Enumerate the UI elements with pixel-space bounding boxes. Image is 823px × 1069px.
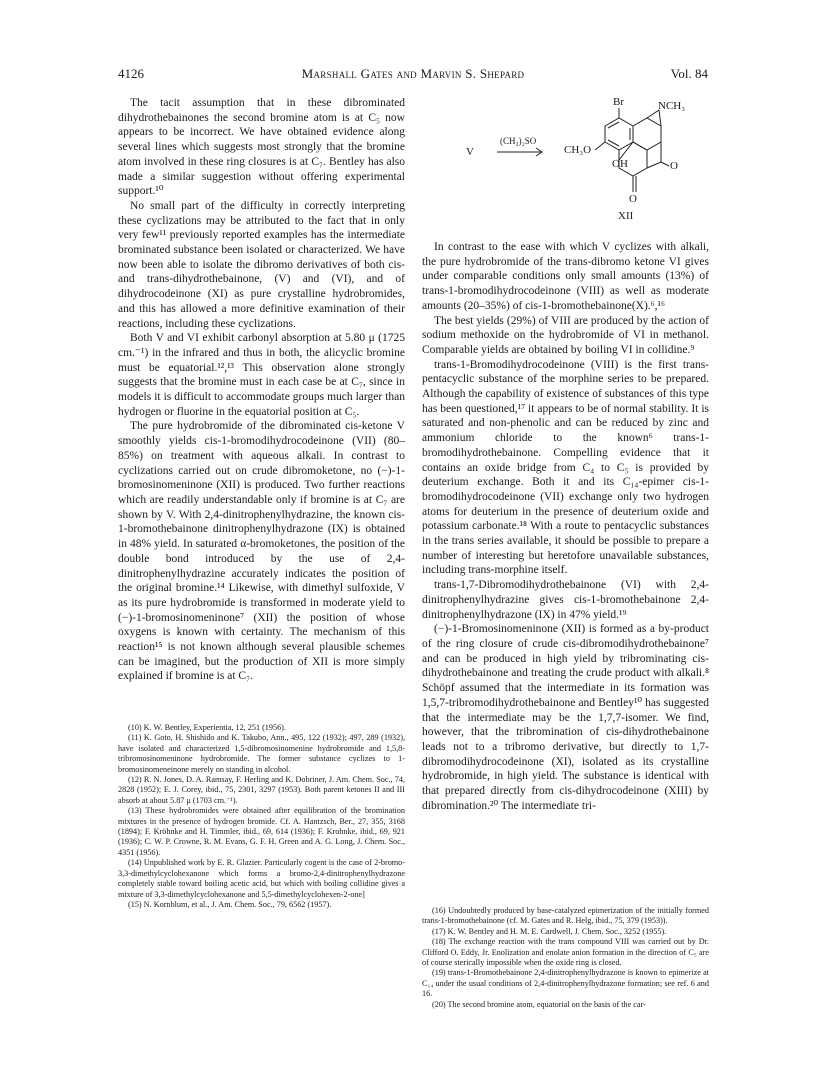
bond-to-ketone-o <box>661 162 669 166</box>
paragraph: No small part of the difficulty in correctly interpreting these cyclizations may be attributed to the fact that in only very few¹¹ previously reported examples has the intermediate brominated substance been isolated or characterized. We have now been able to isolate the dibromo derivatives of both cis- and trans-dihydrothebainone, (V) and (VI), and of dihydrocodeinone (XI) as pure crystalline hydrobromides, and this has allowed a more definitive examination of their reactions, including these cyclizations. <box>118 199 405 330</box>
volume-label: Vol. 84 <box>670 66 708 81</box>
paragraph: trans-1-Bromodihydrocodeinone (VIII) is the first trans-pentacyclic substance of the morphine series to be prepared. Although the capability of existence of substances of this type has been questioned,¹⁷ it appears to be of normal stability. It is saturated and non-phenolic and can be reduced by zinc and ammonium chloride to the known⁶ trans-1-bromodihydrothebainone. Compelling evidence that it contains an oxide bridge from C₄ to C₅ is provided by deuterium exchange. Both it and its C₁₄-epimer cis-1-bromodihydrocodeinone (VII) exchange only two hydrogen atoms for deuterium in the presence of deuterium oxide and potassium carbonate.¹⁸ With a route to pentacyclic substances in the trans series available, it should be possible to prepare a number of interesting but heretofore unavailable substances, including trans-morphine itself. <box>422 358 709 577</box>
footnote: (11) K. Goto, H. Shishido and K. Takubo, Ann., 495, 122 (1932); 497, 289 (1932), have isolated and characterized 1,5-dibromosinomenine hydrobromide and 1,5,8-tribromosinomeninone hydrobromide. The former substance cyclizes to 1-bromosinomeneinone merely on standing in alcohol. <box>118 733 405 774</box>
bottom-oxygen: O <box>629 193 637 205</box>
page-number: 4126 <box>118 66 144 81</box>
oh-group: OH <box>612 158 628 170</box>
paragraph: In contrast to the ease with which V cyclizes with alkali, the pure hydrobromide of the trans-dibromo ketone VI gives under comparable conditions only small amounts (13%) of trans-1-bromodihydrocodeinone (VIII) as well as moderate amounts (20–35%) of cis-1-bromothebainone(X).⁶,¹⁶ <box>422 241 709 312</box>
footnote: (20) The second bromine atom, equatorial on the basis of the car- <box>432 999 646 1009</box>
footnote: (13) These hydrobromides were obtained after equilibration of the bromination mixtures in the presence of hydrogen bromide. Cf. A. Hantzsch, Ber., 27, 355, 3168 (1894); F. Kröhnke and H. Timmler, ibid., 69, 614 (1936); F. Krohnke, ibid., 69, 921 (1936); C. W. P. Crowne, R. M. Evans, G. F. H. Green and A. G. Long, J. Chem. Soc., 4351 (1956). <box>118 806 405 857</box>
aromatic-ring-a <box>605 118 633 150</box>
ch3o-group: CH₃O <box>564 144 592 156</box>
footnote: (17) K. W. Bentley and H. M. E. Cardwell, J. Chem. Soc., 3252 (1955). <box>432 926 667 936</box>
running-header <box>118 66 708 82</box>
ketone-oxygen: O <box>670 160 678 172</box>
bond-to-och3 <box>595 142 605 150</box>
footnotes-left <box>118 723 405 910</box>
footnote: (16) Undoubtedly produced by base-catalyzed epimerization of the initially formed trans-1-bromothebainone (cf. M. Gates and R. Helg, ibid., 75, 379 (1953)). <box>422 906 709 926</box>
paragraph: (−)-1-Bromosinomeninone (XII) is formed as a by-product of the ring closure of crude cis-dibromodihydrothebainone⁷ and can be produced in high yield by tribrominating cis-dihydrothebainone and treating the crude product with alkali.⁸ Schöpf assumed that the intermediate in its formation was 1,5,7-tribromodihydrothebainone and Bentley¹⁰ has suggested that the intermediate may be the 1,7,7-isomer. We find, however, that the tribromination of cis-dihydrothebainone leads not to a tribromo derivative, but directly to 1,7-dibromodihydrocodeinone (XI), isolated as its crystalline hydrobromide, in high yield. The substance is identical with that prepared directly from cis-dihydrocodeinone (XIII) by dibromination.²⁰ The intermediate tri- <box>422 623 709 812</box>
structure-drawing <box>422 96 709 236</box>
reagent-label: (CH₃)₂SO <box>500 136 537 146</box>
footnote: (15) N. Kornblum, et al., J. Am. Chem. Soc., 79, 6562 (1957). <box>128 899 332 909</box>
left-column <box>118 96 405 684</box>
ring-b <box>633 118 661 150</box>
reaction-scheme <box>422 96 709 236</box>
footnote: (19) trans-1-Bromothebainone 2,4-dinitrophenylhydrazone is known to epimerize at C₁₄ under the usual conditions of 2,4-dinitrophenylhydrazone formation; see ref. 6 and 16. <box>422 968 709 999</box>
paragraph: The best yields (29%) of VIII are produced by the action of sodium methoxide on the hydrobromide of VI in methanol. Comparable yields are obtained by boiling VI in collidine.⁹ <box>422 314 709 356</box>
nch3-group: NCH₃ <box>658 100 686 112</box>
running-title: Marshall Gates and Marvin S. Shepard <box>301 66 525 81</box>
paragraph: The pure hydrobromide of the dibrominated cis-ketone V smoothly yields cis-1-bromodihydrocodeinone (VII) (80–85%) on treatment with aqueous alkali. In contrast to cyclizations carried out on crude dibromoketone, no (−)-1-bromosinomeninone (XII) is produced. Two further reactions which are readily understandable only if bromine is at C₇ are shown by V. With 2,4-dinitrophenylhydrazine, the known cis-1-bromothebainone dinitrophenylhydrazone (IX) is obtained in 48% yield. In saturated α-bromoketones, the position of the double bond introduced by the use of 2,4-dinitrophenylhydrazine accurately indicates the position of the original bromine.¹⁴ Likewise, with dimethyl sulfoxide, V as its pure hydrobromide is transformed in moderate yield to (−)-1-bromosinomeninone⁷ (XII) the position of whose oxygens is known with certainty. The mechanism of this reaction¹⁵ is not known although several plausible schemes can be imagined, but the production of XII is more simply explained if bromine is at C₇. <box>118 420 405 683</box>
br-atom: Br <box>613 96 624 108</box>
footnote: (10) K. W. Bentley, Experientia, 12, 251 (1956). <box>128 723 286 732</box>
paragraph: The tacit assumption that in these dibrominated dihydrothebainones the second bromine atom is at C₅ now appears to be incorrect. We have obtained evidence along several lines which suggests most strongly that the bromine atom involved in these ring closures is at C₇. Bentley has also made a similar suggestion without offering experimental support.¹⁰ <box>118 97 405 198</box>
footnote: (14) Unpublished work by E. R. Glazier. Particularly cogent is the case of 2-bromo-3,3-dimethylcyclohexanone which forms a bromo-2,4-dinitrophenylhydrazone completely stable toward boiling acetic acid, but which with boiling collidine gives a mixture of 3,3-dimethylcyclohexanone and 5,5-dimethylcyclohexen-2-one] <box>118 858 405 899</box>
right-column <box>422 240 709 813</box>
compound-label: XII <box>618 210 634 222</box>
footnotes-right <box>422 906 709 1010</box>
footnote: (12) R. N. Jones, D. A. Ramsay, F. Herling and K. Dobriner, J. Am. Chem. Soc., 74, 2828 (1952); E. J. Corey, ibid., 75, 2301, 3297 (1953). Both parent ketones II and III absorb at about 5.87 μ (1703 cm.⁻¹). <box>118 775 405 805</box>
reactant-label: V <box>466 146 474 158</box>
paragraph: trans-1,7-Dibromodihydrothebainone (VI) with 2,4-dinitrophenylhydrazine gives cis-1-bromothebainone 2,4-dinitrophenylhydrazone (IX) in 47% yield.¹⁹ <box>422 579 709 621</box>
footnote: (18) The exchange reaction with the trans compound VIII was carried out by Dr. Clifford O. Eddy, Jr. Enolization and enolate anion formation in the direction of C₅ are of course sterically impossible when the oxide ring is closed. <box>422 937 709 968</box>
paragraph: Both V and VI exhibit carbonyl absorption at 5.80 μ (1725 cm.⁻¹) in the infrared and thus in both, the alicyclic bromine must be equatorial.¹²,¹³ This observation alone strongly suggests that the bromine must in each case be at C₇, since in models it is difficult to accommodate groups much larger than hydrogen or fluorine in the equatorial position at C₅. <box>118 332 405 418</box>
